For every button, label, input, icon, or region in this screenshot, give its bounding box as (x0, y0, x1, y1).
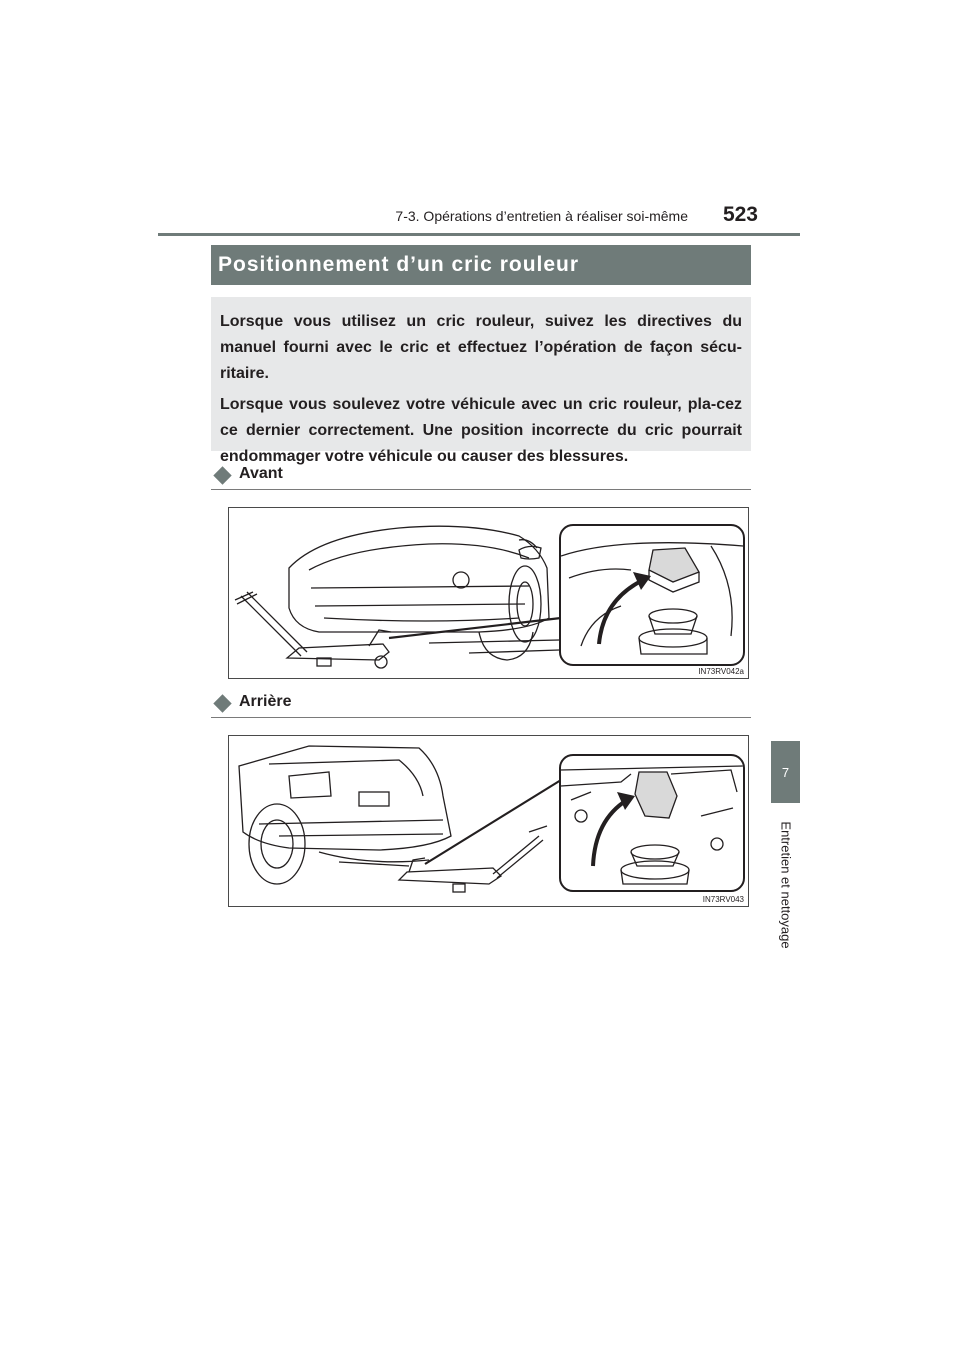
chapter-title-vertical (756, 810, 816, 960)
figure-rear-jack (228, 735, 749, 907)
figure-code-front: IN73RV042a (698, 667, 744, 676)
heading-rear-text: Arrière (239, 693, 292, 710)
heading-rear (211, 691, 751, 718)
rear-jack-point-illustration (561, 756, 743, 890)
diamond-bullet-icon (213, 466, 231, 484)
figure-code-rear: IN73RV043 (702, 895, 744, 904)
figure-front-jack (228, 507, 749, 679)
front-jack-point-illustration (561, 526, 743, 664)
diamond-bullet-icon (213, 694, 231, 712)
header-rule (158, 233, 800, 236)
section-title: 7-3. Opérations d’entretien à réaliser soi-même (395, 208, 688, 224)
intro-paragraph-2: Lorsque vous soulevez votre véhicule avec un cric rouleur, pla-cez ce dernier correctement. Une position incorrecte du cric pourrait endommager votre véhicule ou causer des blessures. (220, 396, 742, 465)
heading-front-text: Avant (239, 465, 283, 482)
page-number: 523 (722, 203, 758, 226)
page-title: Positionnement d’un cric rouleur (211, 245, 751, 285)
heading-front (211, 463, 751, 490)
rear-jack-point-detail (559, 754, 745, 892)
intro-paragraph-1: Lorsque vous utilisez un cric rouleur, suivez les directives du manuel fourni avec le cric et effectuez l’opération de façon sécu-ritaire. (220, 313, 742, 382)
chapter-tab[interactable] (771, 741, 800, 803)
front-jack-point-detail (559, 524, 745, 666)
chapter-number: 7 (781, 764, 790, 780)
intro-box (211, 297, 751, 465)
chapter-title: Entretien et nettoyage (778, 821, 794, 949)
